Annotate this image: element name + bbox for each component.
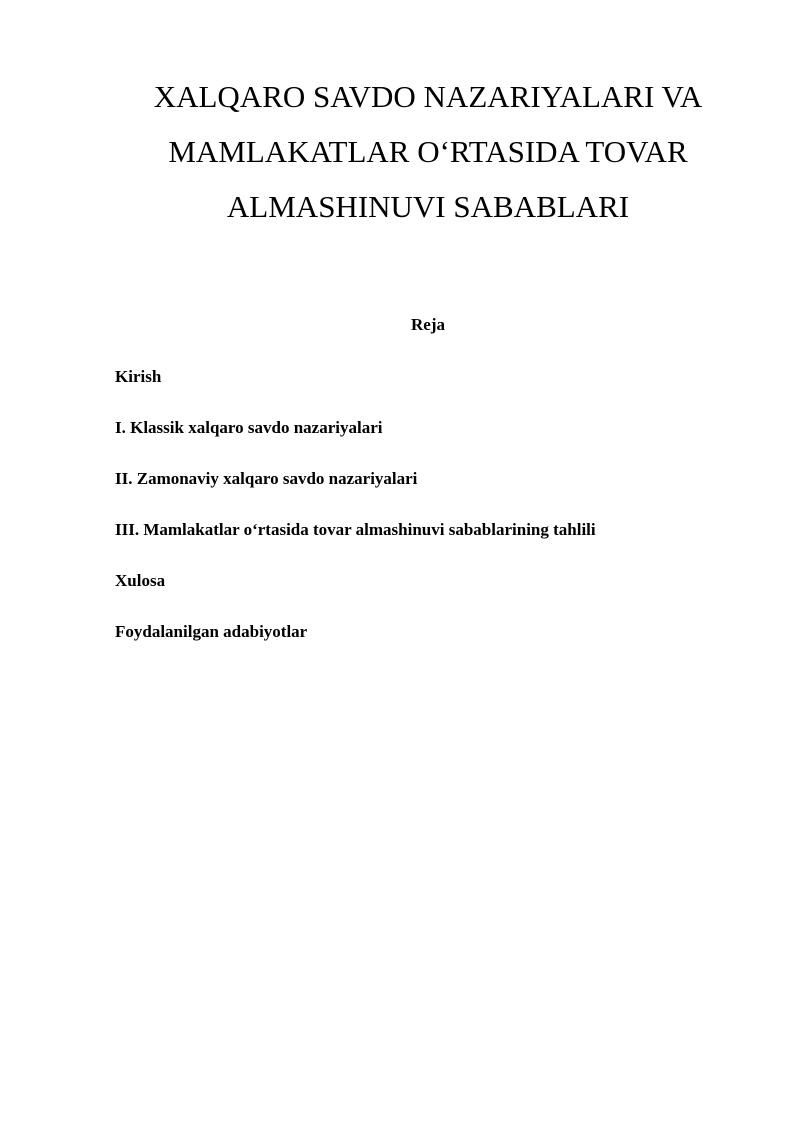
plan-heading: Reja [411,315,445,334]
plan-item-kirish: Kirish [115,367,162,386]
plan-list [115,367,596,673]
plan-item-classic-theories: I. Klassik xalqaro savdo nazariyalari [115,418,383,437]
document-title-line-2: MAMLAKATLAR O‘RTASIDA TOVAR [168,134,688,169]
document-title-line-1: XALQARO SAVDO NAZARIYALARI VA [153,79,703,114]
plan-item-modern-theories: II. Zamonaviy xalqaro savdo nazariyalari [115,469,418,488]
plan-item-xulosa: Xulosa [115,571,166,590]
document-title-line-3: ALMASHINUVI SABABLARI [226,189,630,224]
plan-item-references: Foydalanilgan adabiyotlar [115,622,308,641]
plan-item-exchange-causes: III. Mamlakatlar o‘rtasida tovar almashinuvi sabablarining tahlili [115,520,596,539]
